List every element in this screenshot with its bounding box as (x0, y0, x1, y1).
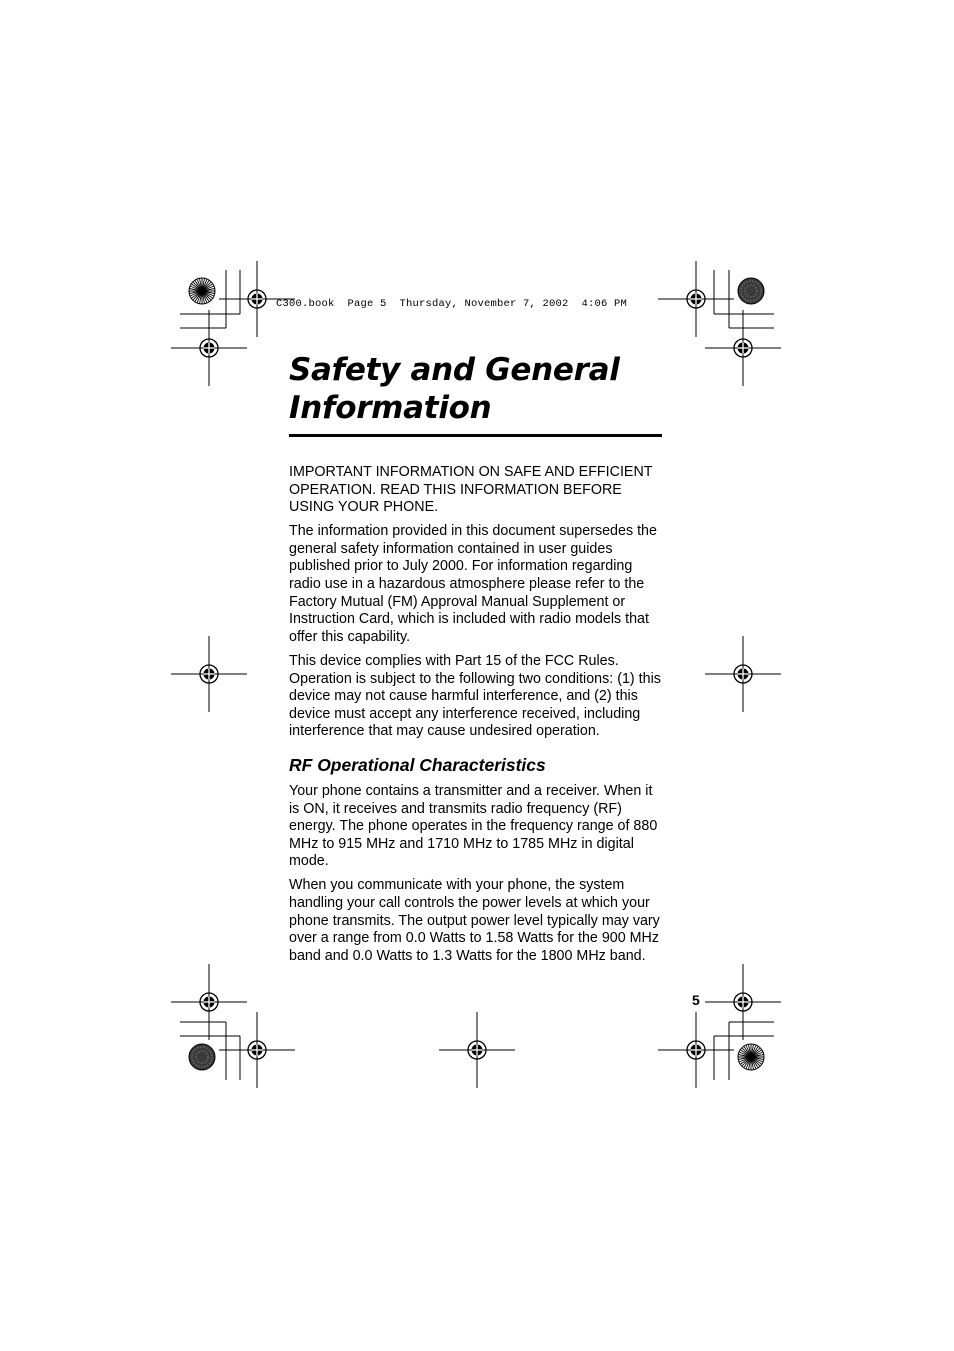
fcc-paragraph: This device complies with Part 15 of the FCC Rules. Operation is subject to the following two conditions: (1) this device may not cause harmful interference, and (2) this device must accept any interference received, including interference that may cause undesired operation. (289, 652, 661, 740)
print-slug: C300.book Page 5 Thursday, November 7, 2002 4:06 PM (276, 298, 628, 310)
section-heading: RF Operational Characteristics (289, 754, 546, 775)
page-title: Safety and General Information (289, 352, 620, 426)
power-paragraph: When you communicate with your phone, the system handling your call controls the power levels at which your phone transmits. The output power level typically may vary over a range from 0.0 Watts to 1.58 Watts for the 900 MHz band and 0.0 Watts to 1.3 Watts for the 1800 MHz band. (289, 877, 660, 964)
page-number: 5 (692, 992, 700, 1008)
rf-paragraph: Your phone contains a transmitter and a receiver. When it is ON, it receives and transmits radio frequency (RF) energy. The phone operates in the frequency range of 880 MHz to 915 MHz and 1710 MHz to 1785 MHz in digital mode. (289, 782, 658, 870)
title-rule (289, 434, 662, 437)
intro-paragraph: IMPORTANT INFORMATION ON SAFE AND EFFICIENT OPERATION. READ THIS INFORMATION BEFORE USING YOUR PHONE. (289, 464, 653, 516)
supersedes-paragraph: The information provided in this document supersedes the general safety information contained in user guides published prior to July 2000. For information regarding radio use in a hazardous atmosphere please refer to the Factory Mutual (FM) Approval Manual Supplement or Instruction Card, which is included with radio models that offer this capability. (289, 523, 657, 645)
main-content (289, 464, 661, 972)
